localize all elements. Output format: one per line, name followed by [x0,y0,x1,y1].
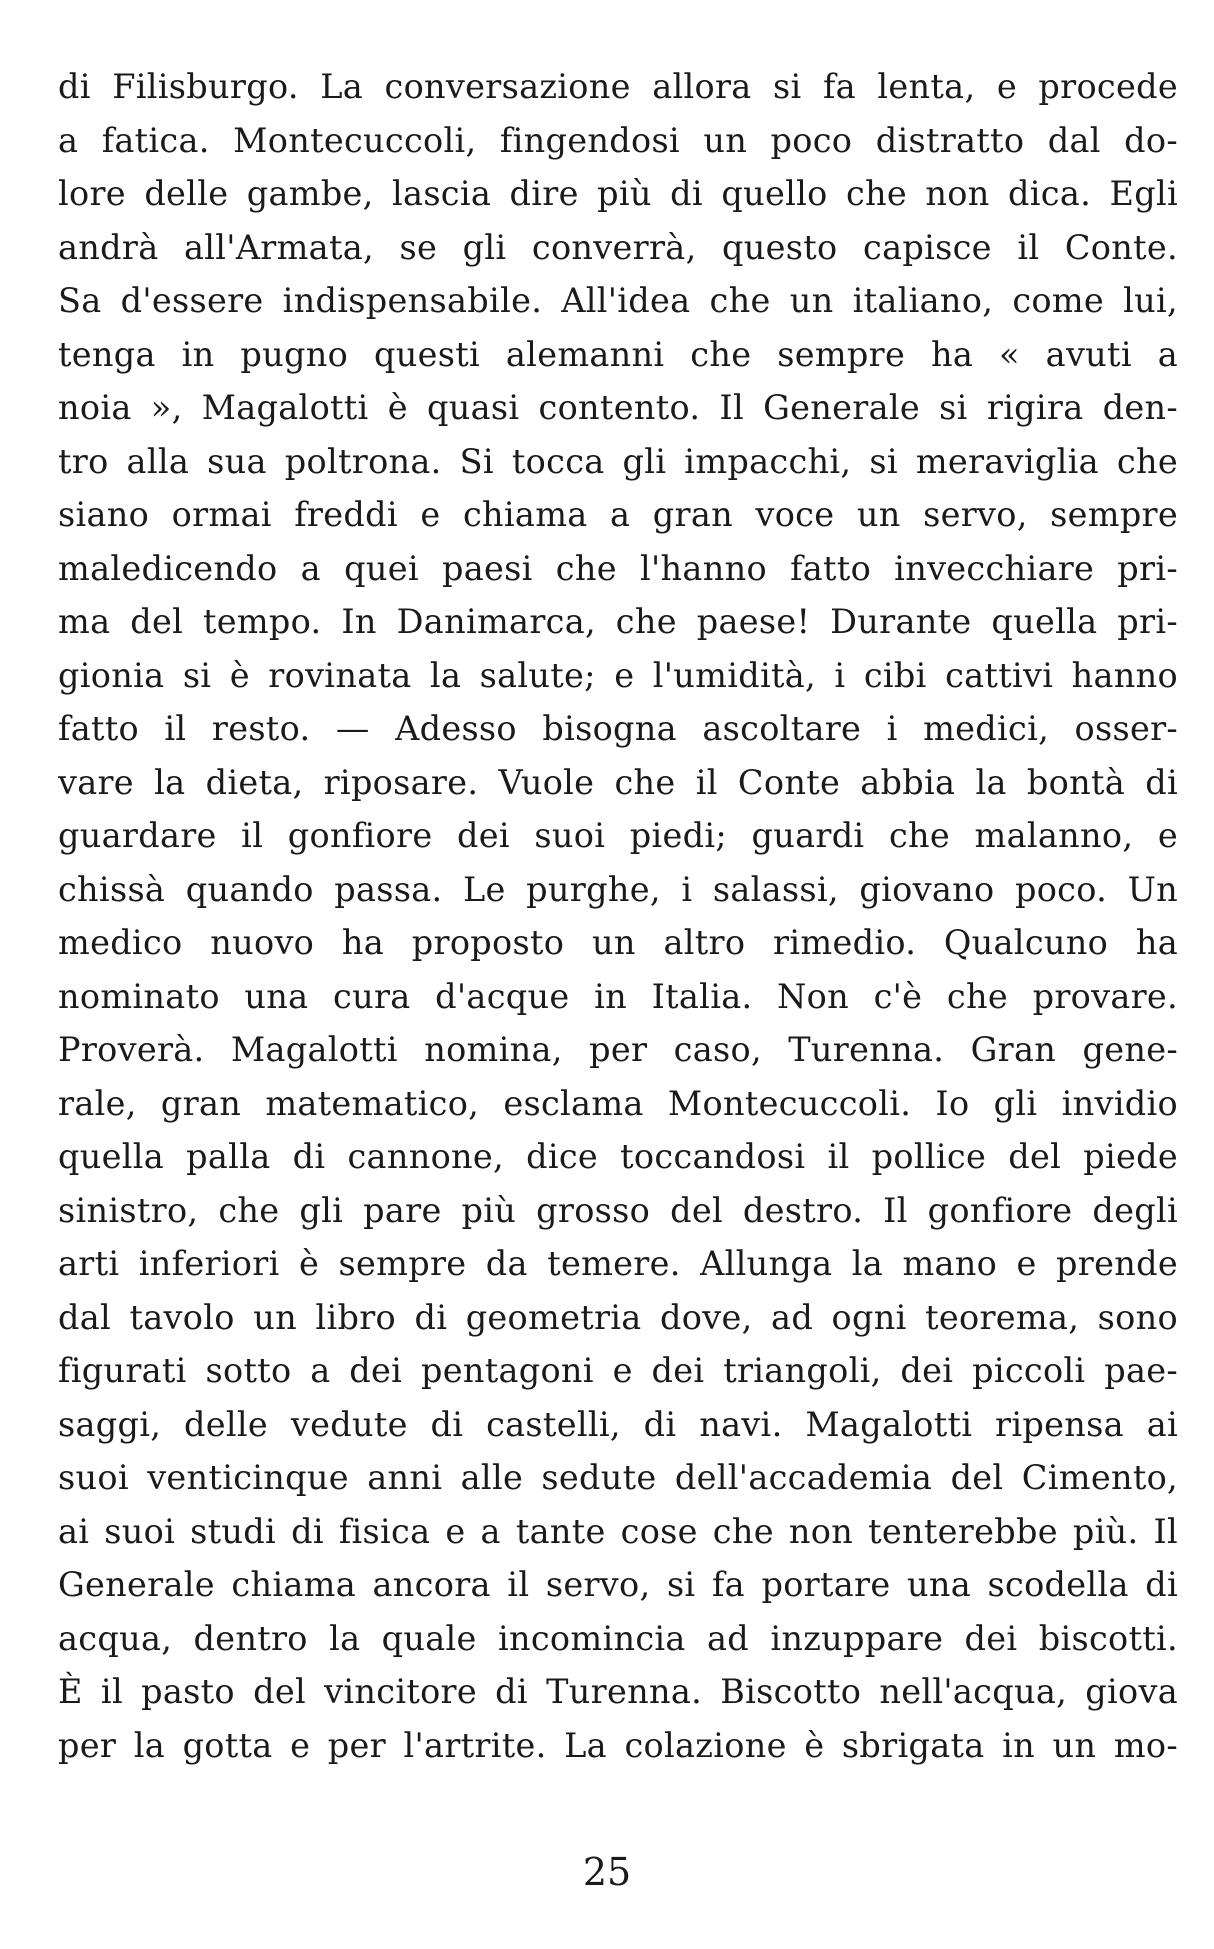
text-line-9: siano ormai freddi e chiama a gran voce un servo, sempre [58,495,1178,534]
text-line-7: noia », Magalotti è quasi contento. Il Generale si rigira den- [58,388,1178,427]
body-text [58,60,1178,1772]
text-line-30: acqua, dentro la quale incomincia ad inzuppare dei biscotti. [58,1618,1178,1658]
text-line-11: ma del tempo. In Danimarca, che paese! Durante quella pri- [58,602,1178,641]
text-line-13: fatto il resto. — Adesso bisogna ascoltare i medici, osser- [58,709,1178,748]
text-line-10: maledicendo a quei paesi che l'hanno fatto invecchiare pri- [58,548,1178,588]
text-line-19: Proverà. Magalotti nomina, per caso, Turenna. Gran gene- [58,1030,1178,1069]
text-line-31: È il pasto del vincitore di Turenna. Biscotto nell'acqua, giova [58,1672,1178,1711]
text-line-1: di Filisburgo. La conversazione allora si fa lenta, e procede [58,67,1178,106]
text-line-4: andrà all'Armata, se gli converrà, questo capisce il Conte. [58,227,1178,267]
text-line-6: tenga in pugno questi alemanni che sempre ha « avuti a [58,334,1178,374]
text-line-29: Generale chiama ancora il servo, si fa portare una scodella di [58,1565,1178,1604]
text-line-22: sinistro, che gli pare più grosso del destro. Il gonfiore degli [58,1190,1178,1230]
text-line-27: suoi venticinque anni alle sedute dell'accademia del Cimento, [58,1458,1178,1497]
text-line-21: quella palla di cannone, dice toccandosi il pollice del piede [58,1137,1178,1176]
text-line-25: figurati sotto a dei pentagoni e dei triangoli, dei piccoli pae- [58,1351,1178,1390]
text-line-3: lore delle gambe, lascia dire più di quello che non dica. Egli [58,174,1178,213]
text-line-16: chissà quando passa. Le purghe, i salassi, giovano poco. Un [58,869,1178,909]
text-line-5: Sa d'essere indispensabile. All'idea che un italiano, come lui, [58,281,1178,320]
text-line-28: ai suoi studi di fisica e a tante cose che non tenterebbe più. Il [58,1511,1178,1551]
page-number: 25 [582,1850,632,1894]
text-line-8: tro alla sua poltrona. Si tocca gli impacchi, si meraviglia che [58,441,1178,481]
text-line-26: saggi, delle vedute di castelli, di navi. Magalotti ripensa ai [58,1404,1178,1444]
text-line-15: guardare il gonfiore dei suoi piedi; guardi che malanno, e [58,816,1178,855]
text-line-12: gionia si è rovinata la salute; e l'umidità, i cibi cattivi hanno [58,655,1178,695]
text-line-17: medico nuovo ha proposto un altro rimedio. Qualcuno ha [58,923,1178,962]
text-line-24: dal tavolo un libro di geometria dove, ad ogni teorema, sono [58,1297,1178,1337]
text-line-32: per la gotta e per l'artrite. La colazione è sbrigata in un mo- [58,1725,1178,1765]
text-line-23: arti inferiori è sempre da temere. Allunga la mano e prende [58,1244,1178,1283]
text-line-2: a fatica. Montecuccoli, fingendosi un poco distratto dal do- [58,120,1178,160]
text-line-18: nominato una cura d'acque in Italia. Non c'è che provare. [58,976,1178,1016]
text-line-20: rale, gran matematico, esclama Montecuccoli. Io gli invidio [58,1083,1178,1123]
text-line-14: vare la dieta, riposare. Vuole che il Conte abbia la bontà di [58,762,1178,802]
